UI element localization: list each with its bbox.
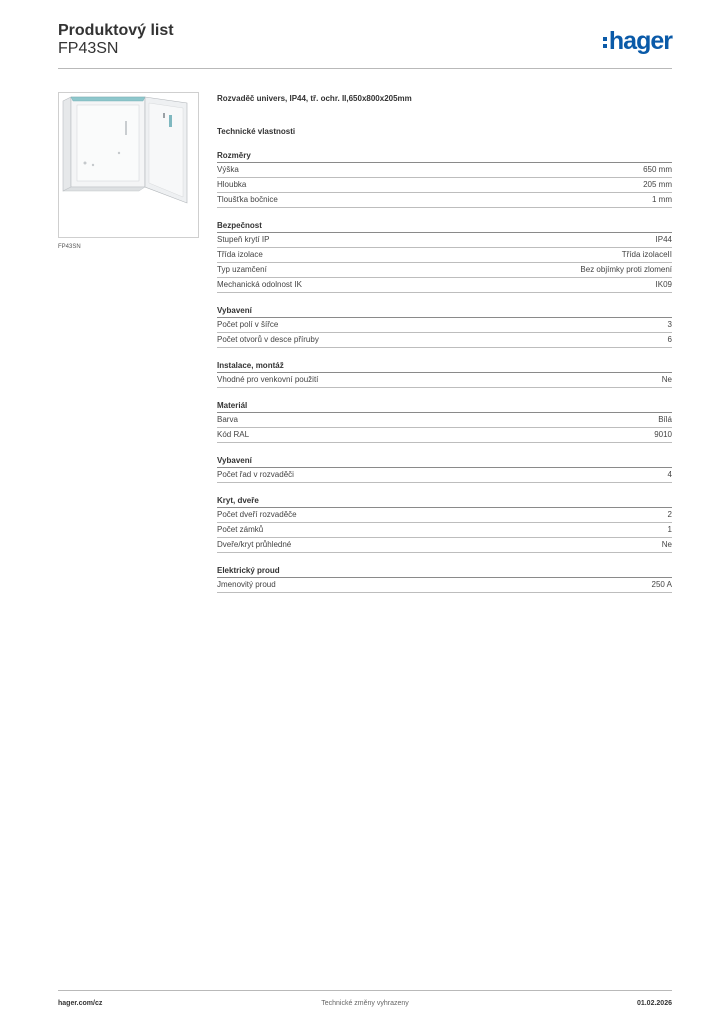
- spec-row: [217, 318, 672, 333]
- spec-label: Počet zámků: [217, 525, 264, 534]
- spec-label: Stupeň krytí IP: [217, 235, 270, 244]
- spec-row: [217, 508, 672, 523]
- footer-website-link[interactable]: hager.com/cz: [58, 1000, 103, 1007]
- page-footer: [58, 998, 672, 1010]
- spec-group: [217, 455, 672, 483]
- spec-row: [217, 233, 672, 248]
- spec-label: Barva: [217, 415, 238, 424]
- spec-value: Bez objímky proti zlomení: [580, 265, 672, 274]
- spec-group: [217, 305, 672, 348]
- page-title: Produktový list: [58, 22, 174, 39]
- spec-value: 250 A: [651, 580, 672, 589]
- spec-row: [217, 413, 672, 428]
- cabinet-illustration: [59, 93, 198, 237]
- spec-group: [217, 220, 672, 293]
- footer-date: 01.02.2026: [636, 1000, 672, 1007]
- spec-value: 650 mm: [643, 165, 672, 174]
- spec-group: [217, 400, 672, 443]
- spec-row: [217, 523, 672, 538]
- product-details: [217, 92, 672, 593]
- spec-group-title: Kryt, dveře: [217, 495, 672, 508]
- spec-label: Hloubka: [217, 180, 247, 189]
- spec-group-title: Elektrický proud: [217, 565, 672, 578]
- spec-group: [217, 565, 672, 593]
- spec-group-title: Vybavení: [217, 305, 672, 318]
- spec-label: Dveře/kryt průhledné: [217, 540, 292, 549]
- spec-row: [217, 248, 672, 263]
- spec-group-title: Materiál: [217, 400, 672, 413]
- spec-row: [217, 428, 672, 443]
- spec-value: IP44: [655, 235, 672, 244]
- logo-text: hager: [608, 27, 672, 55]
- spec-row: [217, 263, 672, 278]
- spec-value: 1: [667, 525, 672, 534]
- spec-value: 1 mm: [652, 195, 672, 204]
- spec-value: 9010: [654, 430, 672, 439]
- spec-value: 205 mm: [643, 180, 672, 189]
- spec-value: Třída izolaceII: [621, 250, 672, 259]
- spec-value: IK09: [655, 280, 672, 289]
- image-caption: FP43SN: [58, 244, 81, 250]
- spec-row: [217, 278, 672, 293]
- page-header: [58, 20, 672, 70]
- spec-group-title: Rozměry: [217, 150, 672, 163]
- logo-colon-icon: [603, 37, 607, 48]
- spec-group: [217, 495, 672, 553]
- spec-row: [217, 538, 672, 553]
- product-code: FP43SN: [58, 40, 119, 57]
- spec-label: Třída izolace: [217, 250, 263, 259]
- spec-group: [217, 360, 672, 388]
- spec-value: Bílá: [658, 415, 672, 424]
- spec-label: Typ uzamčení: [217, 265, 267, 274]
- spec-label: Kód RAL: [217, 430, 250, 439]
- spec-row: [217, 178, 672, 193]
- footer-divider: [58, 990, 672, 991]
- spec-row: [217, 163, 672, 178]
- spec-value: 6: [667, 335, 672, 344]
- spec-value: 3: [667, 320, 672, 329]
- footer-notice: Technické změny vyhrazeny: [321, 1000, 409, 1007]
- spec-label: Počet řad v rozvaděči: [217, 470, 294, 479]
- spec-label: Mechanická odolnost IK: [217, 280, 302, 289]
- spec-row: [217, 578, 672, 593]
- spec-row: [217, 333, 672, 348]
- spec-label: Počet polí v šířce: [217, 320, 279, 329]
- spec-group: [217, 150, 672, 208]
- spec-value: Ne: [661, 375, 672, 384]
- brand-logo: [603, 29, 672, 53]
- spec-row: [217, 468, 672, 483]
- technical-properties-title: Technické vlastnosti: [217, 127, 296, 136]
- header-divider: [58, 68, 672, 69]
- spec-label: Jmenovitý proud: [217, 580, 276, 589]
- product-image: [58, 92, 199, 238]
- spec-value: 4: [667, 470, 672, 479]
- spec-group-title: Instalace, montáž: [217, 360, 672, 373]
- spec-row: [217, 193, 672, 208]
- spec-row: [217, 373, 672, 388]
- spec-value: Ne: [661, 540, 672, 549]
- spec-label: Tloušťka bočnice: [217, 195, 278, 204]
- spec-label: Výška: [217, 165, 239, 174]
- spec-label: Počet otvorů v desce příruby: [217, 335, 319, 344]
- spec-group-title: Bezpečnost: [217, 220, 672, 233]
- spec-group-title: Vybavení: [217, 455, 672, 468]
- spec-value: 2: [667, 510, 672, 519]
- product-description: Rozvaděč univers, IP44, tř. ochr. II,650x800x205mm: [217, 94, 412, 103]
- spec-label: Vhodné pro venkovní použití: [217, 375, 319, 384]
- spec-label: Počet dveří rozvaděče: [217, 510, 297, 519]
